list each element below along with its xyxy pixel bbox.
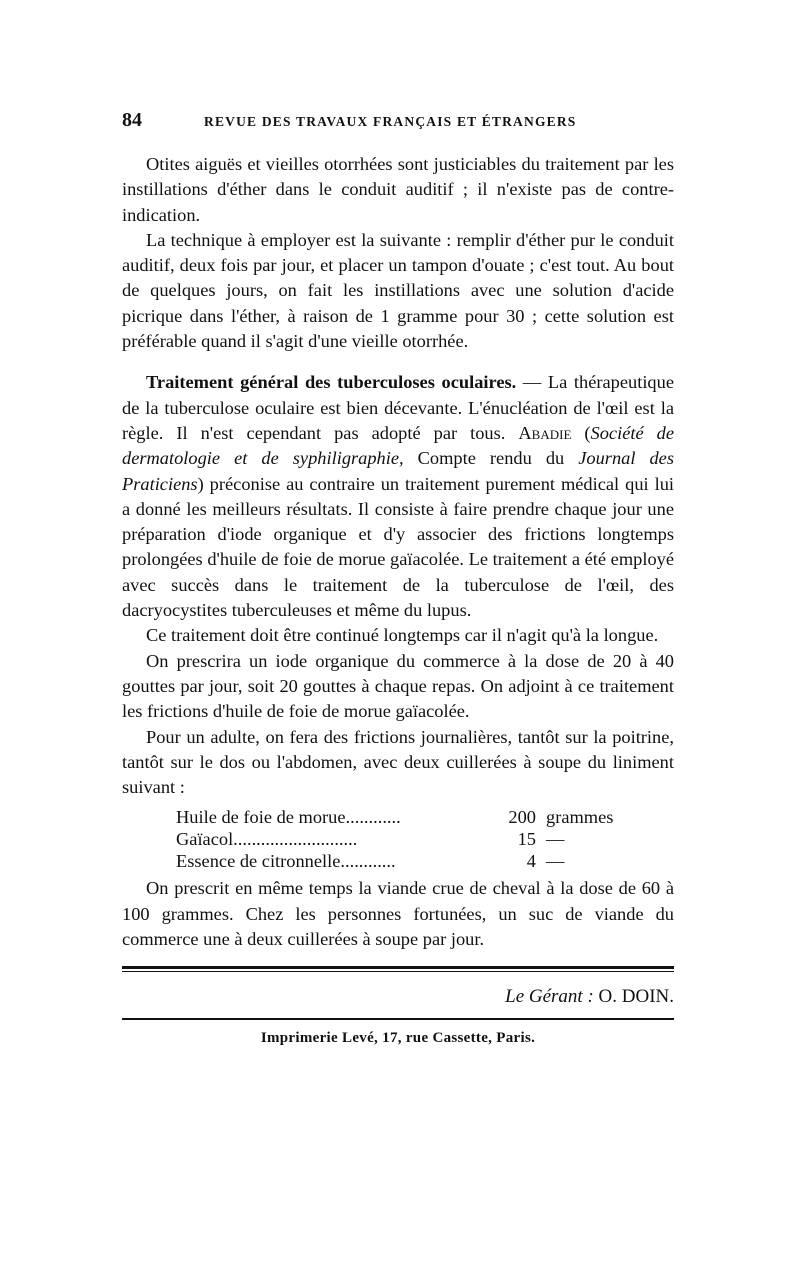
text-run: ( (571, 422, 591, 443)
gerant-name: O. DOIN. (598, 986, 674, 1008)
double-rule-divider (122, 966, 674, 972)
paragraph-frictions: Pour un adulte, on fera des frictions journalières, tantôt sur la poitrine, tantôt sur le dos ou l'abdomen, avec deux cuillerées à soupe du liniment suivant : (122, 726, 674, 798)
recipe-row (176, 806, 656, 828)
text-run: — La thérapeutique de la tuberculose oculaire est bien décevante. L'énucléation de l'œil est la règle. Il n'est cependant pas adopté par tous. (122, 372, 674, 443)
recipe-qty: 15 (517, 829, 536, 850)
gerant-line (122, 984, 674, 1009)
gerant-label: Le Gérant : (505, 986, 594, 1008)
document-page (122, 108, 674, 1051)
recipe-item: Gaïacol........................... (176, 829, 358, 850)
rule-divider (122, 1018, 674, 1020)
recipe-qty: 200 (508, 807, 536, 828)
text-run: Compte rendu du (403, 448, 579, 469)
running-header (122, 108, 674, 138)
recipe-unit: — (546, 851, 565, 872)
printer-imprint: Imprimerie Levé, 17, rue Cassette, Paris. (260, 1029, 536, 1046)
text-run: ) préconise au contraire un traitement purement médical qui lui a donné les meilleurs résultats. Il consiste à faire prendre chaque jour une préparation d'iode organique et d'y associer des frictions longtemps prolongées d'huile de foie de morue gaïacolée. Le traitement a été employé avec succès dans le traitement de la tuberculose de l'œil, des dacryocystites tuberculeuses et même du lupus. (122, 473, 674, 621)
recipe-row (176, 850, 656, 872)
running-title: REVUE DES TRAVAUX FRANÇAIS ET ÉTRANGERS (204, 114, 577, 129)
paragraph-iode: On prescrira un iode organique du commerce à la dose de 20 à 40 gouttes par jour, soit 20 gouttes à chaque repas. On adjoint à ce traitement les frictions d'huile de foie de morue gaïacolée. (122, 650, 674, 722)
paragraph-duree: Ce traitement doit être continué longtemps car il n'agit qu'à la longue. (146, 625, 659, 646)
recipe-table (176, 806, 656, 872)
author-name: Abadie (518, 422, 572, 443)
journal-title: Journal des Praticiens (122, 448, 675, 494)
paragraph-otites: Otites aiguës et vieilles otorrhées sont justiciables du traitement par les instillations d'éther dans le conduit auditif ; il n'existe pas de contre-indication. (122, 154, 674, 225)
recipe-item: Huile de foie de morue............ (176, 807, 401, 828)
recipe-qty: 4 (526, 851, 536, 872)
recipe-unit: grammes (546, 807, 614, 828)
paragraph-technique: La technique à employer est la suivante : remplir d'éther pur le conduit auditif, deux fois par jour, et placer un tampon d'ouate ; c'est tout. Au bout de quelques jours, on fait les instillations avec une solution d'acide picrique dans l'éther, à raison de 1 gramme pour 30 ; cette solution est préférable quand il s'agit d'une vieille otorrhée. (122, 229, 674, 352)
recipe-row (176, 828, 656, 850)
page-number: 84 (122, 109, 142, 131)
journal-title: Société de dermatologie et de syphiligraphie, (122, 422, 674, 469)
paragraph-tuberculose (122, 370, 674, 623)
paragraph-viande: On prescrit en même temps la viande crue de cheval à la dose de 60 à 100 grammes. Chez les personnes fortunées, un suc de viande du commerce une à deux cuillerées à soupe par jour. (122, 878, 674, 950)
recipe-unit: — (546, 829, 565, 850)
recipe-item: Essence de citronnelle............ (176, 851, 396, 872)
section-heading: Traitement général des tuberculoses oculaires. (146, 372, 517, 393)
